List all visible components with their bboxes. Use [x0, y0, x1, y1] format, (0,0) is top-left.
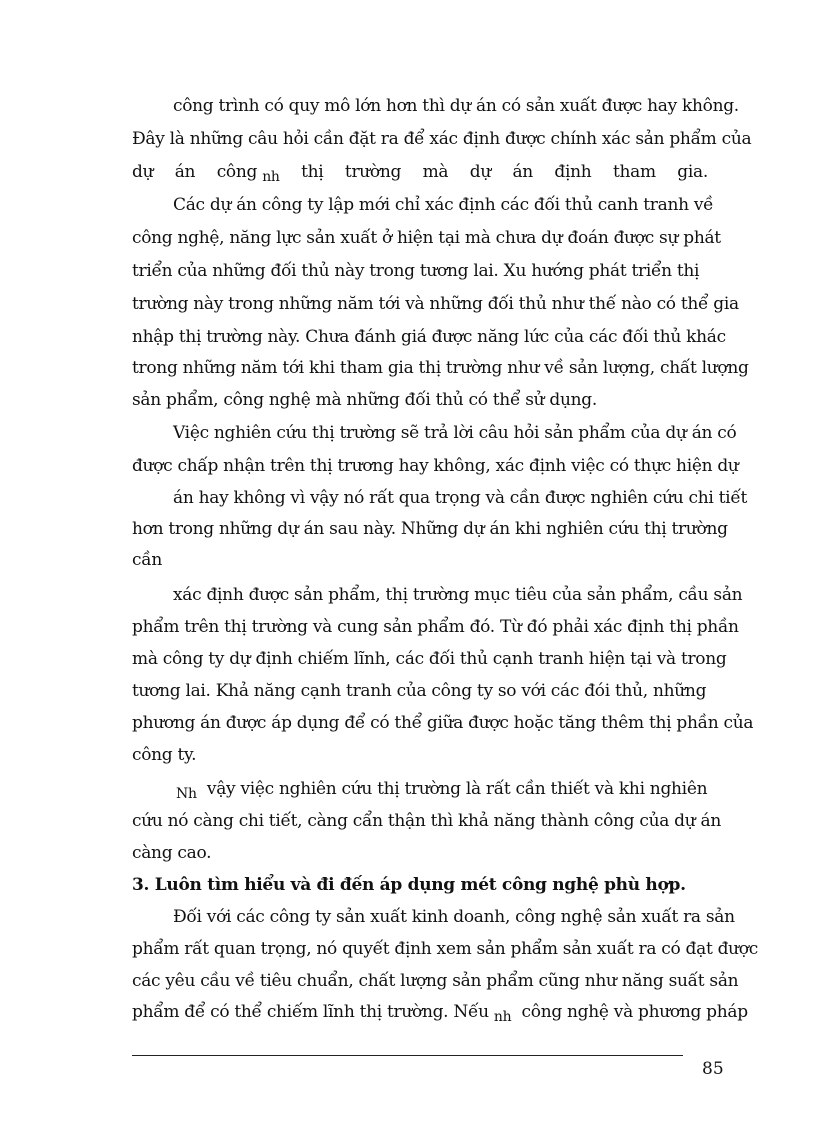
text-line: Việc nghiên cứu thị trường sẽ trả lời câu hỏi sản phẩm của dự án có: [173, 423, 737, 443]
line-text: công nghệ và phương pháp: [521, 1002, 748, 1022]
text-line: cần: [132, 550, 162, 570]
word: tham: [612, 162, 656, 182]
text-line: hơn trong những dự án sau này. Những dự án khi nghiên cứu thị trường: [132, 519, 728, 539]
word-group: [217, 162, 280, 183]
text-line: tương lai. Khả năng cạnh tranh của công ty so với các đói thủ, những: [132, 681, 707, 701]
text-line: án hay không vì vậy nó rất qua trọng và cần được nghiên cứu chi tiết: [173, 488, 748, 508]
text-line: [176, 779, 707, 800]
text-line: nhập thị trường này. Chưa đánh giá được năng lức của các đối thủ khác: [132, 327, 726, 347]
word: công: [216, 162, 258, 182]
text-line: phương án được áp dụng để có thể giữa được hoặc tăng thêm thị phần của: [132, 713, 754, 733]
text-line: được chấp nhận trên thị trương hay không, xác định việc có thực hiện dự: [132, 456, 739, 476]
text-line: trường này trong những năm tới và những đối thủ như thế nào có thể gia: [132, 294, 739, 314]
footer-rule: [132, 1055, 683, 1056]
word: gia.: [677, 162, 708, 182]
text-line: công trình có quy mô lớn hơn thì dự án có sản xuất được hay không.: [173, 96, 739, 116]
word: trường: [344, 162, 402, 182]
word: dự: [469, 162, 491, 182]
section-heading: 3. Luôn tìm hiểu và đi đến áp dụng mét công nghệ phù hợp.: [132, 875, 686, 895]
subscript-fragment: Nh: [176, 786, 197, 802]
word: mà: [422, 162, 449, 182]
word: dự: [132, 162, 154, 182]
word: án: [512, 162, 533, 182]
text-line: cứu nó càng chi tiết, càng cẩn thận thì khả năng thành công của dự án: [132, 811, 721, 831]
text-line: công nghệ, năng lực sản xuất ở hiện tại mà chưa dự đoán được sự phát: [132, 228, 721, 248]
justified-line: [132, 162, 708, 183]
text-line: sản phẩm, công nghệ mà những đối thủ có thể sử dụng.: [132, 390, 597, 410]
text-line: xác định được sản phẩm, thị trường mục tiêu của sản phẩm, cầu sản: [173, 585, 743, 605]
text-line: phẩm rất quan trọng, nó quyết định xem sản phẩm sản xuất ra có đạt được: [132, 939, 758, 959]
word: định: [554, 162, 592, 182]
text-line: càng cao.: [132, 843, 212, 863]
line-text: vậy việc nghiên cứu thị trường là rất cần thiết và khi nghiên: [206, 779, 708, 799]
word: án: [174, 162, 196, 182]
text-line: các yêu cầu về tiêu chuẩn, chất lượng sản phẩm cũng như năng suất sản: [132, 971, 739, 991]
text-line: mà công ty dự định chiếm lĩnh, các đối thủ cạnh tranh hiện tại và trong: [132, 649, 727, 669]
line-text: phẩm để có thể chiếm lĩnh thị trường. Nếu: [132, 1002, 489, 1022]
text-line: triển của những đối thủ này trong tương lai. Xu hướng phát triển thị: [132, 261, 700, 281]
text-line: Đây là những câu hỏi cần đặt ra để xác định được chính xác sản phẩm của: [132, 129, 752, 149]
text-line: phẩm trên thị trường và cung sản phẩm đó. Từ đó phải xác định thị phần: [132, 617, 739, 637]
text-line: [132, 1002, 748, 1023]
text-line: Các dự án công ty lập mới chỉ xác định các đối thủ canh tranh về: [173, 195, 714, 215]
text-line: trong những năm tới khi tham gia thị trường như về sản lượng, chất lượng: [132, 358, 749, 378]
subscript-fragment: nh: [493, 1009, 512, 1025]
page-number: 85: [702, 1059, 724, 1079]
text-line: Đối với các công ty sản xuất kinh doanh, công nghệ sản xuất ra sản: [173, 907, 735, 927]
word: thị: [301, 162, 324, 182]
subscript-fragment: nh: [262, 169, 280, 185]
text-line: công ty.: [132, 745, 197, 765]
